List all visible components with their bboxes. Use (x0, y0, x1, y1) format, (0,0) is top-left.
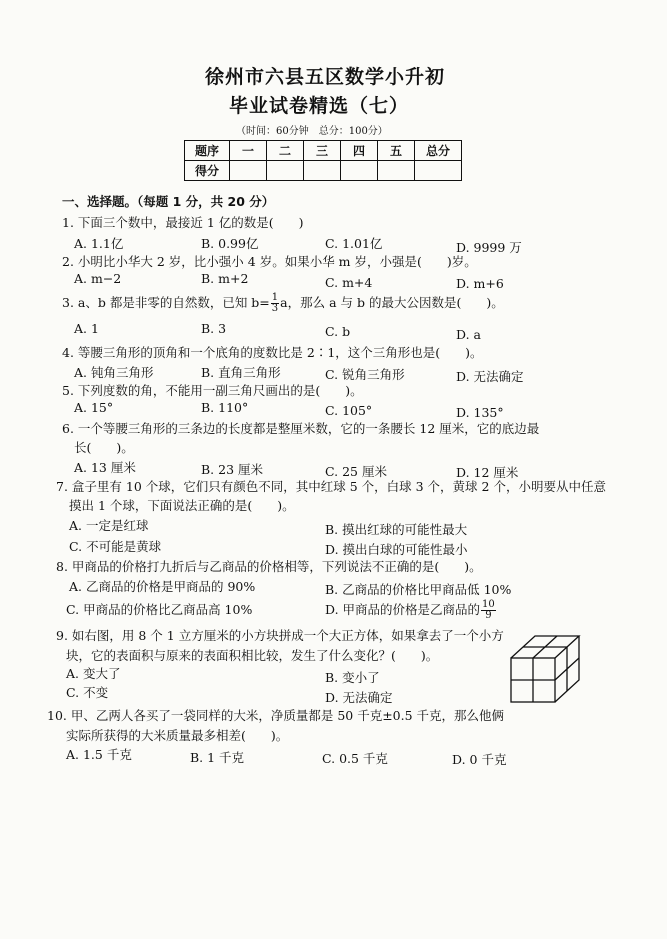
cube-figure (505, 628, 585, 706)
q7-option-b[interactable]: B. 摸出红球的可能性最大 (325, 522, 468, 537)
q5-option-c[interactable]: C. 105° (325, 403, 373, 418)
question-5: 5. 下列度数的角，不能用一副三角尺画出的是( )。 (62, 383, 363, 398)
q2-option-d[interactable]: D. m+6 (456, 276, 504, 291)
q9-option-c[interactable]: C. 不变 (66, 685, 109, 700)
score-entry-cell[interactable] (304, 161, 341, 181)
score-table-header-row (185, 141, 462, 161)
question-9-cont: 块，它的表面积与原来的表面积相比较，发生了什么变化？( )。 (66, 648, 439, 663)
question-7-cont: 摸出 1 个球，下面说法正确的是( )。 (69, 498, 295, 513)
question-1: 1. 下面三个数中，最接近 1 亿的数是( ) (62, 215, 304, 230)
score-entry-cell[interactable] (378, 161, 415, 181)
cube-figure-lines (511, 636, 579, 702)
q4-option-c[interactable]: C. 锐角三角形 (325, 367, 405, 382)
score-entry-cell[interactable] (267, 161, 304, 181)
q1-option-b[interactable]: B. 0.99亿 (201, 236, 259, 251)
q3-option-d[interactable]: D. a (456, 327, 481, 342)
score-cell: 三 (304, 141, 341, 161)
q8-option-a[interactable]: A. 乙商品的价格是甲商品的 90% (69, 579, 256, 594)
q3-option-a[interactable]: A. 1 (74, 321, 99, 336)
score-cell: 五 (378, 141, 415, 161)
question-6-cont: 长( )。 (74, 440, 134, 455)
score-cell: 得分 (185, 161, 230, 181)
q4-option-d[interactable]: D. 无法确定 (456, 369, 524, 384)
score-cell: 二 (267, 141, 304, 161)
q1-option-a[interactable]: A. 1.1亿 (74, 236, 124, 251)
q6-option-c[interactable]: C. 25 厘米 (325, 464, 387, 479)
q9-option-a[interactable]: A. 变大了 (66, 666, 121, 681)
question-8: 8. 甲商品的价格打九折后与乙商品的价格相等，下列说法不正确的是( )。 (56, 559, 482, 574)
score-entry-cell[interactable] (341, 161, 378, 181)
score-entry-cell[interactable] (230, 161, 267, 181)
q5-option-d[interactable]: D. 135° (456, 405, 504, 420)
q10-option-b[interactable]: B. 1 千克 (190, 750, 245, 765)
exam-title-line1: 徐州市六县五区数学小升初 (205, 66, 446, 88)
q5-option-b[interactable]: B. 110° (201, 400, 249, 415)
q9-option-d[interactable]: D. 无法确定 (325, 690, 393, 705)
q1-option-d[interactable]: D. 9999 万 (456, 240, 522, 255)
q5-option-a[interactable]: A. 15° (74, 400, 114, 415)
q6-option-a[interactable]: A. 13 厘米 (74, 460, 136, 475)
q3-fraction-numerator: 1 (271, 292, 279, 303)
score-cell: 题序 (185, 141, 230, 161)
q2-option-c[interactable]: C. m+4 (325, 275, 373, 290)
q6-option-b[interactable]: B. 23 厘米 (201, 462, 264, 477)
q3-option-b[interactable]: B. 3 (201, 321, 227, 336)
exam-title-line2: 毕业试卷精选（七） (229, 95, 410, 117)
score-cell: 总分 (415, 141, 462, 161)
q8-option-d-text: D. 甲商品的价格是乙商品的 (325, 602, 481, 617)
section-heading-choice: 一、选择题。（每题 1 分，共 20 分） (62, 194, 275, 209)
time-info: （时间：60分钟 总分：100分） (236, 126, 388, 137)
q1-option-c[interactable]: C. 1.01亿 (325, 236, 383, 251)
q9-option-b[interactable]: B. 变小了 (325, 670, 380, 685)
q7-option-a[interactable]: A. 一定是红球 (69, 518, 149, 533)
q2-option-a[interactable]: A. m−2 (74, 271, 122, 286)
question-7: 7. 盒子里有 10 个球，它们只有颜色不同，其中红球 5 个，白球 3 个，黄球 2 个，小明要从中任意 (56, 479, 606, 494)
q3-text-end: a，那么 a 与 b 的最大公因数是( )。 (280, 295, 504, 310)
q8-fraction-denominator: 9 (485, 610, 492, 621)
score-table-score-row (185, 161, 462, 181)
q6-option-d[interactable]: D. 12 厘米 (456, 465, 519, 480)
q4-option-a[interactable]: A. 钝角三角形 (74, 365, 154, 380)
score-cell: 四 (341, 141, 378, 161)
q10-option-d[interactable]: D. 0 千克 (452, 752, 507, 767)
question-10-cont: 实际所获得的大米质量最多相差( )。 (66, 728, 289, 743)
q10-option-a[interactable]: A. 1.5 千克 (66, 747, 132, 762)
q2-option-b[interactable]: B. m+2 (201, 271, 249, 286)
q7-option-c[interactable]: C. 不可能是黄球 (69, 539, 162, 554)
q8-option-d[interactable] (325, 600, 497, 621)
q8-option-d-fraction (481, 600, 496, 621)
q3-option-c[interactable]: C. b (325, 324, 351, 339)
q7-option-d[interactable]: D. 摸出白球的可能性最小 (325, 542, 468, 557)
q8-fraction-numerator: 10 (482, 599, 495, 610)
q4-option-b[interactable]: B. 直角三角形 (201, 365, 281, 380)
question-6: 6. 一个等腰三角形的三条边的长度都是整厘米数，它的一条腰长 12 厘米，它的底边最 (62, 421, 540, 436)
score-cell: 一 (230, 141, 267, 161)
q3-fraction-denominator: 3 (271, 303, 279, 314)
question-10: 10. 甲、乙两人各买了一袋同样的大米，净质量都是 50 千克±0.5 千克，那么他俩 (47, 708, 505, 723)
question-2: 2. 小明比小华大 2 岁，比小强小 4 岁。如果小华 m 岁，小强是( )岁。 (62, 254, 477, 269)
question-9: 9. 如右图，用 8 个 1 立方厘米的小方块拼成一个大正方体，如果拿去了一个小方 (56, 628, 504, 643)
q3-fraction (271, 293, 279, 314)
q8-option-b[interactable]: B. 乙商品的价格比甲商品低 10% (325, 582, 512, 597)
score-table (184, 140, 462, 181)
q8-option-c[interactable]: C. 甲商品的价格比乙商品高 10% (66, 602, 253, 617)
question-4: 4. 等腰三角形的顶角和一个底角的度数比是 2∶1，这个三角形也是( )。 (62, 345, 483, 360)
q3-text-start: 3. a、b 都是非零的自然数，已知 b= (62, 295, 270, 310)
score-entry-cell[interactable] (415, 161, 462, 181)
q10-option-c[interactable]: C. 0.5 千克 (322, 751, 388, 766)
question-3 (62, 293, 504, 314)
